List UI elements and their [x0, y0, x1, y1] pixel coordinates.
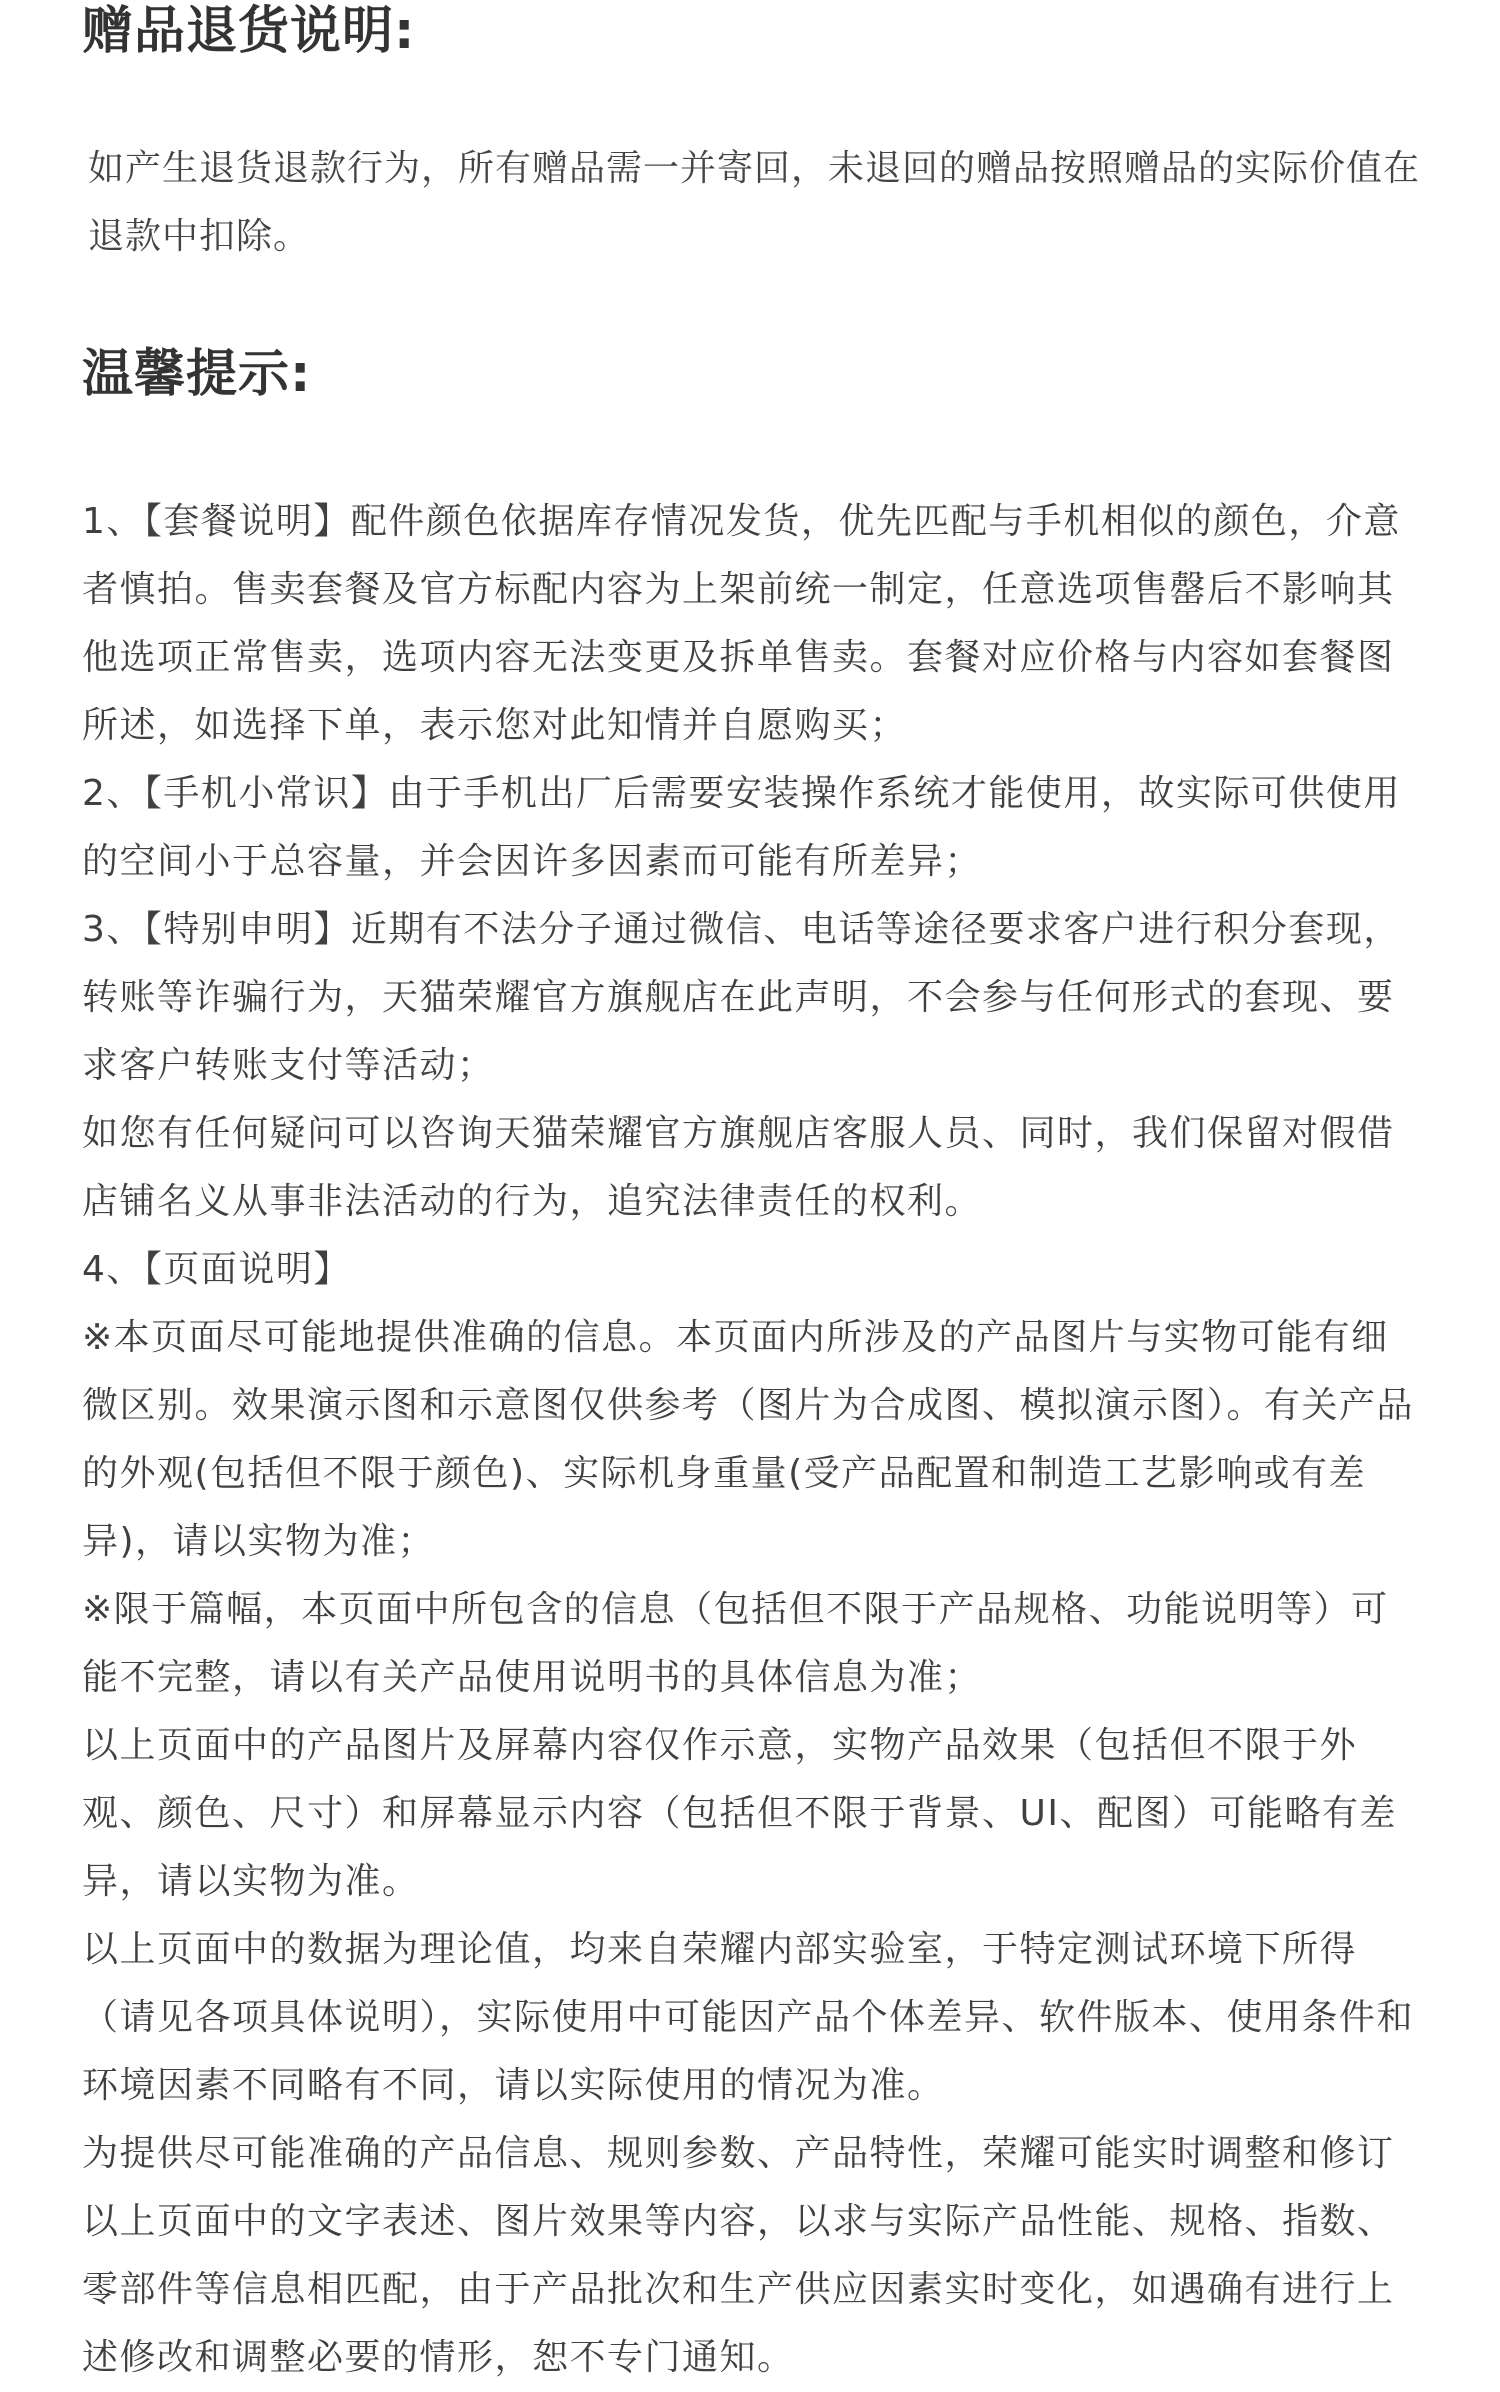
tip-page-info-space: ※限于篇幅，本页面中所包含的信息（包括但不限于产品规格、功能说明等）可能不完整，请以有关产品使用说明书的具体信息为准； [82, 1589, 1389, 1698]
tips-heading: 温馨提示: [82, 345, 312, 404]
tip-package-info: 1、【套餐说明】配件颜色依据库存情况发货，优先匹配与手机相似的颜色，介意者慎拍。售卖套餐及官方标配内容为上架前统一制定，任意选项售罄后不影响其他选项正常售卖，选项内容无法变更及拆单售卖。套餐对应价格与内容如套餐图所述，如选择下单，表示您对此知情并自愿购买； [82, 501, 1401, 746]
tip-page-info-images: 以上页面中的产品图片及屏幕内容仅作示意，实物产品效果（包括但不限于外观、颜色、尺寸）和屏幕显示内容（包括但不限于背景、UI、配图）可能略有差异，请以实物为准。 [82, 1725, 1397, 1902]
tips-list [82, 488, 1420, 2392]
tip-page-info-revision: 为提供尽可能准确的产品信息、规则参数、产品特性，荣耀可能实时调整和修订以上页面中的文字表述、图片效果等内容，以求与实际产品性能、规格、指数、零部件等信息相匹配，由于产品批次和生产供应因素实时变化，如遇确有进行上述修改和调整必要的情形，恕不专门通知。 [82, 2133, 1395, 2378]
tip-page-info-accuracy: ※本页面尽可能地提供准确的信息。本页面内所涉及的产品图片与实物可能有细微区别。效果演示图和示意图仅供参考（图片为合成图、模拟演示图）。有关产品的外观(包括但不限于颜色)、实际机身重量(受产品配置和制造工艺影响或有差异)，请以实物为准； [82, 1317, 1415, 1562]
tip-page-info-title: 4、【页面说明】 [82, 1249, 351, 1290]
tip-phone-knowledge: 2、【手机小常识】由于手机出厂后需要安装操作系统才能使用，故实际可供使用的空间小于总容量，并会因许多因素而可能有所差异； [82, 773, 1401, 882]
tip-page-info-data: 以上页面中的数据为理论值，均来自荣耀内部实验室，于特定测试环境下所得（请见各项具体说明），实际使用中可能因产品个体差异、软件版本、使用条件和环境因素不同略有不同，请以实际使用的情况为准。 [82, 1929, 1415, 2106]
gift-return-heading: 赠品退货说明: [82, 2, 416, 61]
tip-special-statement: 3、【特别申明】近期有不法分子通过微信、电话等途径要求客户进行积分套现，转账等诈骗行为，天猫荣耀官方旗舰店在此声明，不会参与任何形式的套现、要求客户转账支付等活动； [82, 909, 1401, 1086]
tip-contact-service: 如您有任何疑问可以咨询天猫荣耀官方旗舰店客服人员、同时，我们保留对假借店铺名义从事非法活动的行为，追究法律责任的权利。 [82, 1113, 1395, 1222]
gift-return-text: 如产生退货退款行为，所有赠品需一并寄回，未退回的赠品按照赠品的实际价值在退款中扣除。 [88, 148, 1421, 257]
